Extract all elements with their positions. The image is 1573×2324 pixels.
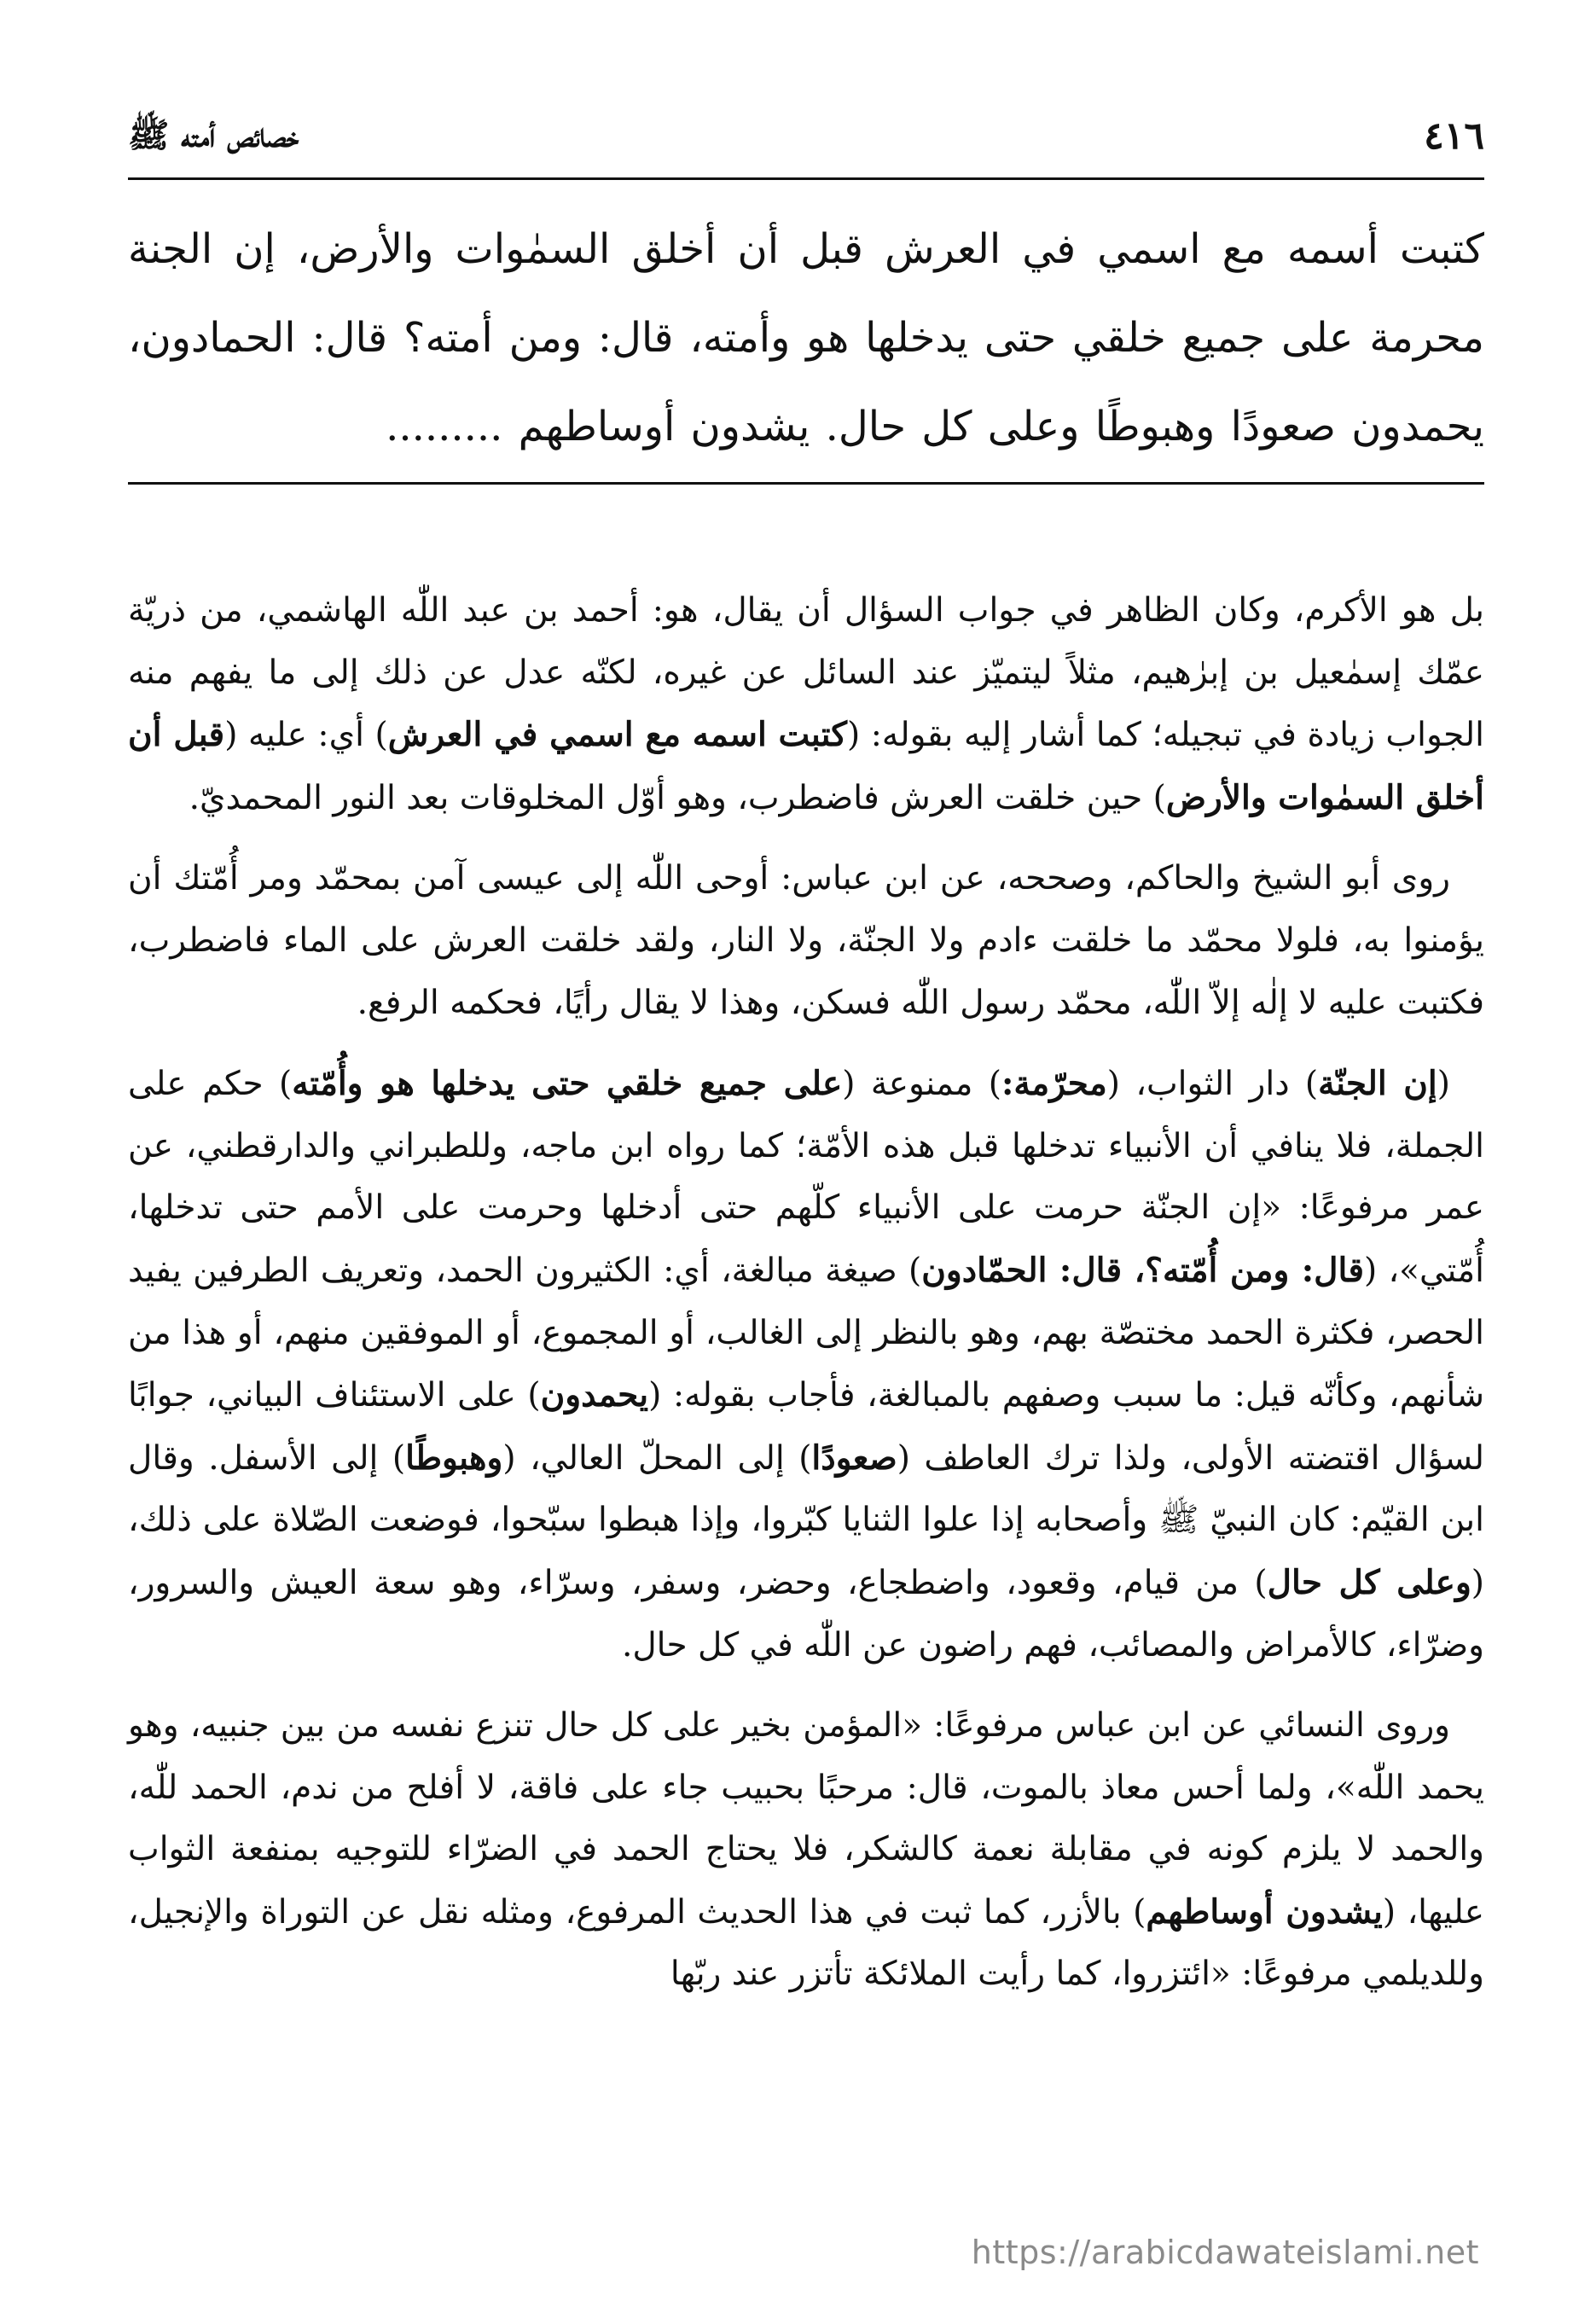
- quoted-phrase: وهبوطًا: [405, 1438, 503, 1478]
- commentary-paragraph-3: (إن الجنّة) دار الثواب، (محرّمة:) ممنوعة (على جميع خلقي حتى يدخلها هو وأُمّته) حكم على الجملة، فلا ينافي أن الأنبياء تدخلها قبل هذه الأمّة؛ كما رواه ابن ماجه، وللطبراني والدارقطني، عن عمر مرفوعًا: «إن الجنّة حرمت على الأنبياء كلّهم حتى أدخلها وحرمت على الأمم حتى تدخلها، أُمّتي»، (قال: ومن أُمّته؟، قال: الحمّادون) صيغة مبالغة، أي: الكثيرون الحمد، وتعريف الطرفين يفيد الحصر، فكثرة الحمد مختصّة بهم، وهو بالنظر إلى الغالب، أو المجموع، أو الموفقين منهم، أو هذا من شأنهم، وكأنّه قيل: ما سبب وصفهم بالمبالغة، فأجاب بقوله: (يحمدون) على الاستئناف البياني، جوابًا لسؤال اقتضته الأولى، ولذا ترك العاطف (صعودًا) إلى المحلّ العالي، (وهبوطًا) إلى الأسفل. وقال ابن القيّم: كان النبيّ ﷺ وأصحابه إذا علوا الثنايا كبّروا، وإذا هبطوا سبّحوا، فوضعت الصّلاة على ذلك، (وعلى كل حال) من قيام، وقعود، واضطجاع، وحضر، وسفر، وسرّاء، وهو سعة العيش والسرور، وضرّاء، كالأمراض والمصائب، فهم راضون عن اللّٰه في كل حال.: [128, 1064, 1485, 1665]
- running-title: خصائص أمته ﷺ: [128, 115, 299, 155]
- commentary-paragraph-2: روى أبو الشيخ والحاكم، وصححه، عن ابن عباس: أوحى اللّٰه إلى عيسى آمن بمحمّد ومر أُمّتك أن يؤمنوا به، فلولا محمّد ما خلقت ءادم ولا الجنّة، ولا النار، ولقد خلقت العرش على الماء فاضطرب، فكتبت عليه لا إلٰه إلاّ اللّٰه، محمّد رسول اللّٰه فسكن، وهذا لا يقال رأيًا، فحكمه الرفع.: [128, 859, 1484, 1022]
- quoted-phrase: يشدون أوساطهم: [1146, 1891, 1383, 1932]
- quoted-phrase: إن الجنّة: [1318, 1064, 1437, 1104]
- document-page: [128, 77, 1484, 2261]
- quoted-phrase: قال: ومن أُمّته؟، قال: الحمّادون: [921, 1250, 1365, 1290]
- page-number: ٤١٦: [1424, 114, 1484, 158]
- quoted-phrase: قبل أن أخلق السمٰوات والأرض: [128, 715, 1484, 817]
- quoted-phrase: كتبت اسمه مع اسمي في العرش: [387, 715, 847, 755]
- header-rule: [128, 177, 1484, 180]
- watermark-url: https://arabicdawateislami.net: [971, 2234, 1479, 2271]
- commentary-paragraph-1: بل هو الأكرم، وكان الظاهر في جواب السؤال أن يقال، هو: أحمد بن عبد اللّٰه الهاشمي، من ذريّة عمّك إسمٰعيل بن إبرٰهيم، مثلاً ليتميّز عند السائل عن غيره، لكنّه عدل عن ذلك إلى ما يفهم منه الجواب زيادة في تبجيله؛ كما أشار إليه بقوله: (كتبت اسمه مع اسمي في العرش) أي: عليه (قبل أن أخلق السمٰوات والأرض) حين خلقت العرش فاضطرب، وهو أوّل المخلوقات بعد النور المحمديّ.: [128, 591, 1484, 817]
- page-header: [128, 111, 1484, 162]
- quoted-phrase: يحمدون: [540, 1375, 649, 1415]
- quoted-phrase: على جميع خلقي حتى يدخلها هو وأُمّته: [292, 1064, 843, 1104]
- separator-rule: [128, 482, 1484, 485]
- quoted-phrase: وعلى كل حال: [1267, 1562, 1471, 1602]
- commentary: [128, 580, 1484, 2025]
- quoted-phrase: صعودًا: [811, 1438, 897, 1478]
- commentary-paragraph-4: وروى النسائي عن ابن عباس مرفوعًا: «المؤمن بخير على كل حال تنزع نفسه من بين جنبيه، وهو يحمد اللّٰه»، ولما أحس معاذ بالموت، قال: مرحبًا بحبيب جاء على فاقة، لا أفلح من ندم، الحمد للّٰه، والحمد لا يلزم كونه في مقابلة نعمة كالشكر، فلا يحتاج الحمد في الضرّاء للتوجيه بمنفعة الثواب عليها، (يشدون أوساطهم) بالأزر، كما ثبت في هذا الحديث المرفوع، ومثله نقل عن التوراة والإنجيل، وللديلمي مرفوعًا: «ائتزروا، كما رأيت الملائكة تأتزر عند ربّها: [128, 1706, 1484, 1994]
- quoted-phrase: محرّمة:: [1001, 1064, 1107, 1104]
- hadith-text: كتبت أسمه مع اسمي في العرش قبل أن أخلق السمٰوات والأرض، إن الجنة محرمة على جميع خلقي حتى يدخلها هو وأمته، قال: ومن أمته؟ قال: الحمادون، يحمدون صعودًا وهبوطًا وعلى كل حال. يشدون أوساطهم .........: [128, 225, 1484, 450]
